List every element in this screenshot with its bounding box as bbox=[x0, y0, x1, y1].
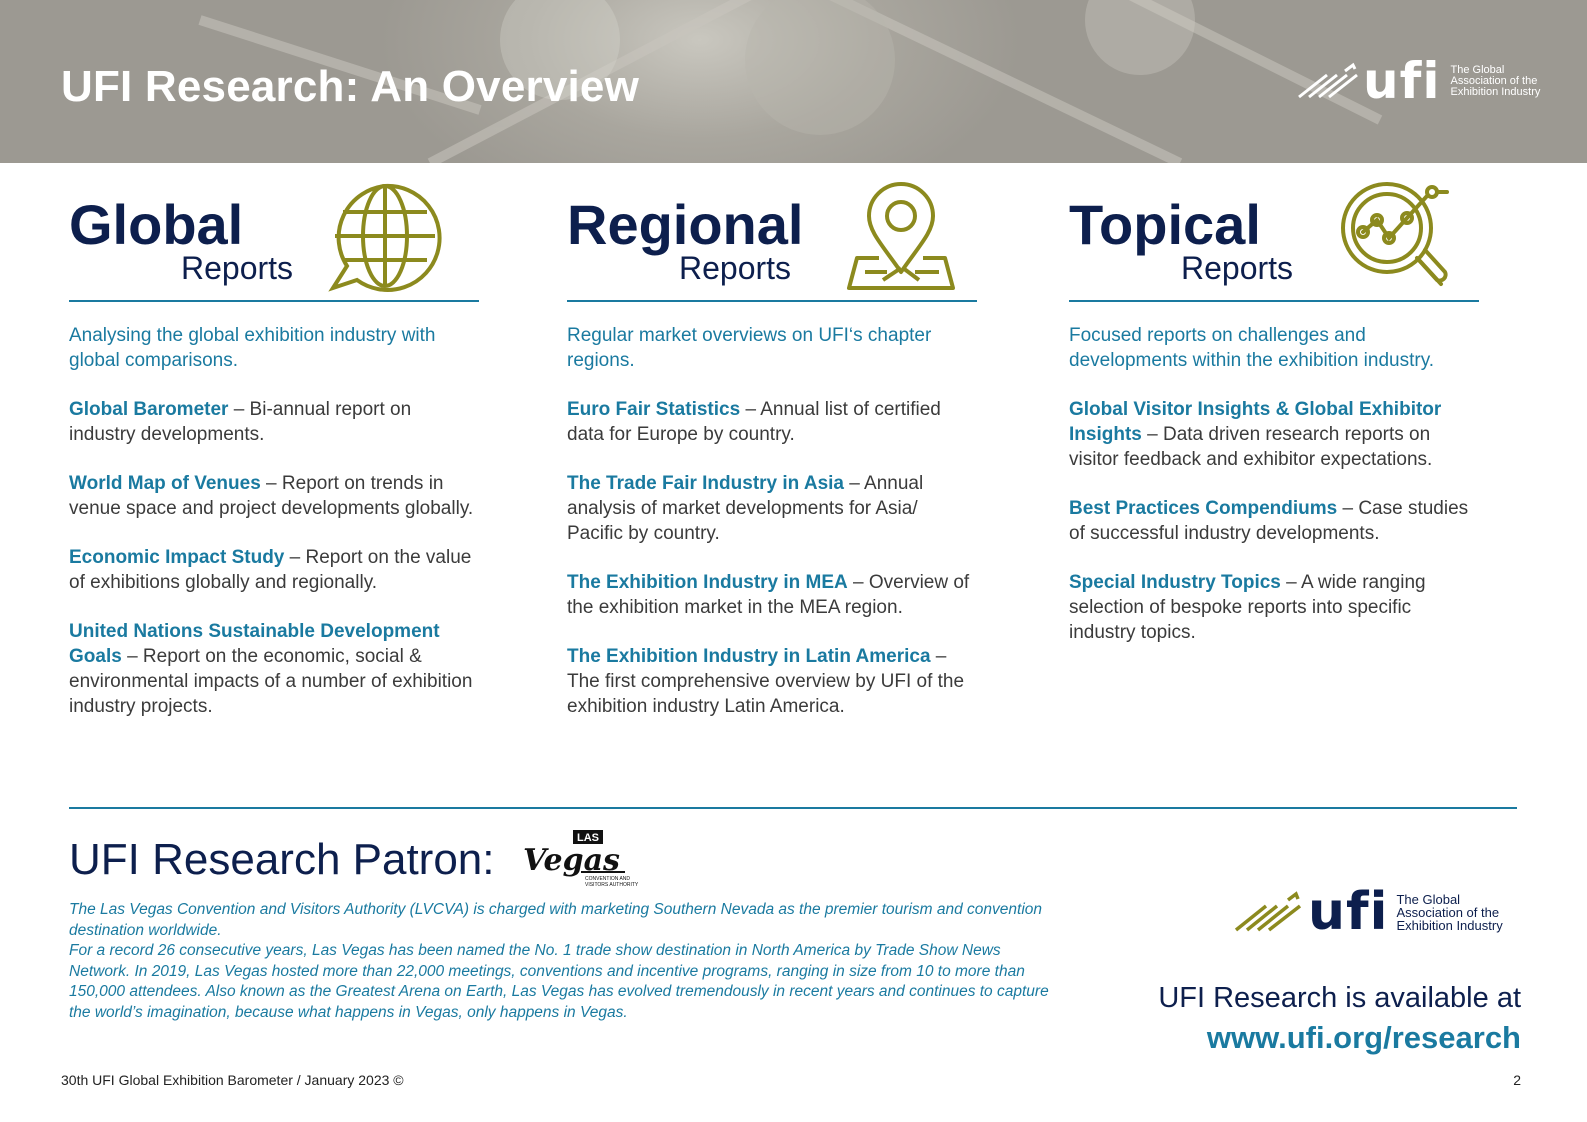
patron-paragraph: The Las Vegas Convention and Visitors Authority (LVCVA) is charged with marketing Southern Nevada as the premier tourism and convention destination worldwide. bbox=[69, 901, 1043, 939]
column-heading: Topical bbox=[1069, 193, 1261, 256]
globe-speech-bubble-icon bbox=[327, 180, 443, 296]
patron-heading: UFI Research Patron: bbox=[69, 835, 495, 884]
svg-text:LAS: LAS bbox=[577, 832, 599, 844]
availability-text: UFI Research is available at bbox=[1158, 982, 1521, 1014]
column-subheading: Reports bbox=[679, 250, 792, 286]
report-link[interactable]: Best Practices Compendiums bbox=[1069, 498, 1338, 519]
patron-paragraph: For a record 26 consecutive years, Las Vegas has been named the No. 1 trade show destination in North America by Trade Show News Network. In 2019, Las Vegas hosted more than 22,000 meetings, conventions and incentive programs, ranging in size from 10 to more than 150,000 attendees. Also known as the Greatest Arena on Earth, Las Vegas has evolved tremendously in recent years and continues to capture the world’s imagination, because what happens in Vegas, only happens in Vegas. bbox=[69, 942, 1049, 1021]
ufi-tagline: The Global Association of the Exhibition Industry bbox=[1450, 63, 1541, 98]
report-item: The Exhibition Industry in MEA – Overview of the exhibition market in the MEA region. bbox=[567, 572, 970, 618]
page-title: UFI Research: An Overview bbox=[61, 62, 640, 111]
ufi-tagline: The Global Association of the Exhibition Industry bbox=[1396, 891, 1503, 933]
report-link[interactable]: The Exhibition Industry in MEA bbox=[567, 572, 848, 593]
report-link[interactable]: The Trade Fair Industry in Asia bbox=[567, 473, 844, 494]
column-heading: Regional bbox=[567, 193, 804, 256]
column-subheading: Reports bbox=[181, 250, 294, 286]
report-item: Global Visitor Insights & Global Exhibitor Insights – Data driven research reports on visitor feedback and exhibitor expectations. bbox=[1069, 399, 1442, 470]
report-link[interactable]: United Nations Sustainable Development Goals bbox=[69, 621, 440, 667]
column-subheading: Reports bbox=[1181, 250, 1294, 286]
svg-text:CONVENTION AND: CONVENTION AND bbox=[585, 876, 631, 882]
report-item: Best Practices Compendiums – Case studies of successful industry developments. bbox=[1069, 498, 1469, 544]
report-link[interactable]: Special Industry Topics bbox=[1069, 572, 1281, 593]
report-item: The Trade Fair Industry in Asia – Annual analysis of market developments for Asia/ Pacific by country. bbox=[567, 473, 924, 544]
column-heading: Global bbox=[69, 193, 244, 256]
report-link[interactable]: Global Barometer bbox=[69, 399, 229, 420]
report-item: Special Industry Topics – A wide ranging selection of bespoke reports into specific industry topics. bbox=[1069, 572, 1426, 643]
column-body bbox=[1069, 323, 1479, 669]
svg-text:Vegas: Vegas bbox=[523, 843, 620, 878]
column-body bbox=[567, 323, 977, 743]
column-intro: Focused reports on challenges and developments within the exhibition industry. bbox=[1069, 325, 1435, 371]
report-item: United Nations Sustainable Development Goals – Report on the economic, social & environmental impacts of a number of exhibition industry projects. bbox=[69, 621, 473, 717]
report-item: World Map of Venues – Report on trends in venue space and project developments globally. bbox=[69, 473, 474, 519]
ufi-logo-footer bbox=[1234, 882, 1526, 942]
section-divider bbox=[69, 807, 1517, 809]
column-divider bbox=[567, 300, 977, 302]
ufi-swoosh-icon bbox=[1234, 890, 1304, 934]
report-item: Global Barometer – Bi-annual report on industry developments. bbox=[69, 399, 412, 445]
ufi-swoosh-icon bbox=[1297, 61, 1359, 101]
ufi-wordmark: ufi bbox=[1363, 52, 1441, 110]
column-divider bbox=[69, 300, 479, 302]
report-link[interactable]: Economic Impact Study bbox=[69, 547, 285, 568]
report-link[interactable]: Euro Fair Statistics bbox=[567, 399, 741, 420]
magnifier-chart-icon bbox=[1337, 180, 1453, 296]
column-body bbox=[69, 323, 479, 743]
report-item: The Exhibition Industry in Latin America – The first comprehensive overview by UFI of the exhibition industry Latin America. bbox=[567, 646, 965, 717]
page-number: 2 bbox=[1513, 1072, 1521, 1088]
footer-text: 30th UFI Global Exhibition Barometer / January 2023 © bbox=[61, 1072, 404, 1088]
header-banner bbox=[0, 0, 1587, 163]
column-intro: Analysing the global exhibition industry with global comparisons. bbox=[69, 325, 436, 371]
report-item: Economic Impact Study – Report on the value of exhibitions globally and regionally. bbox=[69, 547, 472, 593]
report-link[interactable]: The Exhibition Industry in Latin America bbox=[567, 646, 931, 667]
ufi-logo-header bbox=[1297, 52, 1561, 110]
ufi-wordmark: ufi bbox=[1308, 882, 1389, 942]
report-item: Euro Fair Statistics – Annual list of certified data for Europe by country. bbox=[567, 399, 941, 445]
research-url-link[interactable]: www.ufi.org/research bbox=[1206, 1020, 1521, 1055]
report-link[interactable]: World Map of Venues bbox=[69, 473, 261, 494]
las-vegas-logo bbox=[521, 828, 641, 890]
svg-text:VISITORS AUTHORITY: VISITORS AUTHORITY bbox=[585, 882, 639, 888]
report-link[interactable]: Global Visitor Insights & Global Exhibitor Insights bbox=[1069, 399, 1442, 445]
column-divider bbox=[1069, 300, 1479, 302]
column-intro: Regular market overviews on UFI‘s chapter regions. bbox=[567, 325, 932, 371]
map-pin-icon bbox=[843, 180, 959, 296]
patron-description bbox=[69, 900, 1049, 1023]
